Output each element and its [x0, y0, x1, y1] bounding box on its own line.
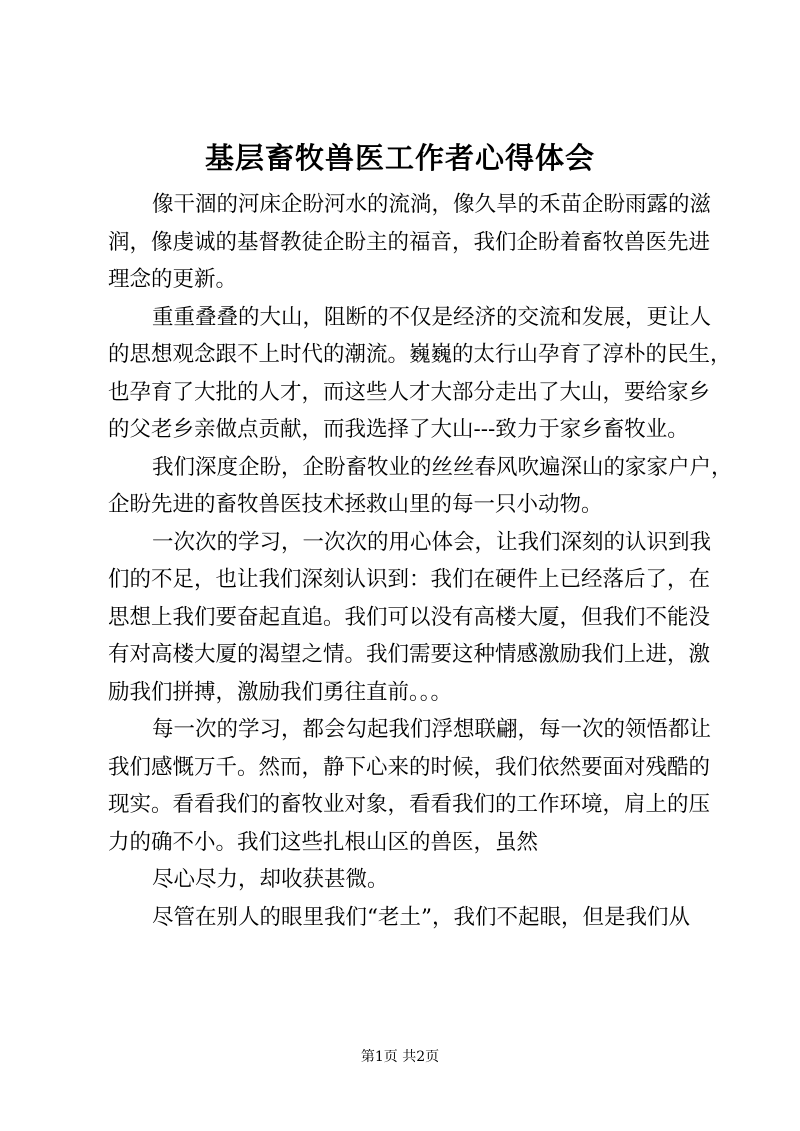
text-line: 企盼先进的畜牧兽医技术拯救山里的每一只小动物。	[108, 492, 603, 517]
text-line: 像干涸的河床企盼河水的流淌，像久旱的禾苗企盼雨露的滋	[152, 192, 712, 217]
paragraph	[108, 711, 712, 861]
text-line: 力的确不小。我们这些扎根山区的兽医，虽然	[108, 829, 539, 855]
text-line: 润，像虔诚的基督教徒企盼主的福音，我们企盼着畜牧兽医先进	[108, 229, 711, 255]
paragraph	[108, 524, 712, 712]
text-line: 的思想观念跟不上时代的潮流。巍巍的太行山孕育了淳朴的民生，	[108, 342, 732, 367]
text-line: 思想上我们要奋起直追。我们可以没有高楼大厦，但我们不能没	[108, 604, 711, 630]
text-line: 现实。看看我们的畜牧业对象，看看我们的工作环境，肩上的压	[108, 792, 711, 817]
text-line: 尽管在别人的眼里我们“老土”，我们不起眼，但是我们从	[152, 904, 690, 930]
paragraph	[108, 449, 733, 524]
document-title: 基层畜牧兽医工作者心得体会	[204, 141, 595, 175]
text-line: 尽心尽力，却收获甚微。	[152, 867, 389, 892]
text-line: 的父老乡亲做点贡献，而我选择了大山---致力于家乡畜牧业。	[108, 417, 689, 442]
text-line: 有对高楼大厦的渴望之情。我们需要这种情感激励我们上进，激	[108, 642, 711, 667]
document-body	[108, 186, 733, 936]
paragraph	[108, 186, 712, 299]
text-line: 我们深度企盼，企盼畜牧业的丝丝春风吹遍深山的家家户户，	[152, 454, 733, 480]
text-line: 理念的更新。	[108, 267, 238, 292]
text-line: 也孕育了大批的人才，而这些人才大部分走出了大山，要给家乡	[108, 379, 711, 405]
text-line: 每一次的学习，都会勾起我们浮想联翩，每一次的领悟都让	[152, 717, 712, 742]
text-line: 一次次的学习，一次次的用心体会，让我们深刻的认识到我	[152, 529, 712, 555]
text-line: 们的不足，也让我们深刻认识到：我们在硬件上已经落后了，在	[108, 567, 711, 592]
paragraph	[108, 861, 708, 899]
paragraph	[108, 299, 732, 449]
text-line: 我们感慨万千。然而，静下心来的时候，我们依然要面对残酷的	[108, 754, 711, 780]
paragraph	[108, 899, 708, 937]
text-line: 重重叠叠的大山，阻断的不仅是经济的交流和发展，更让人	[152, 304, 712, 330]
page-number-footer: 第1页 共2页	[360, 1049, 440, 1065]
text-line: 励我们拼搏，激励我们勇往直前。。。	[108, 679, 453, 705]
